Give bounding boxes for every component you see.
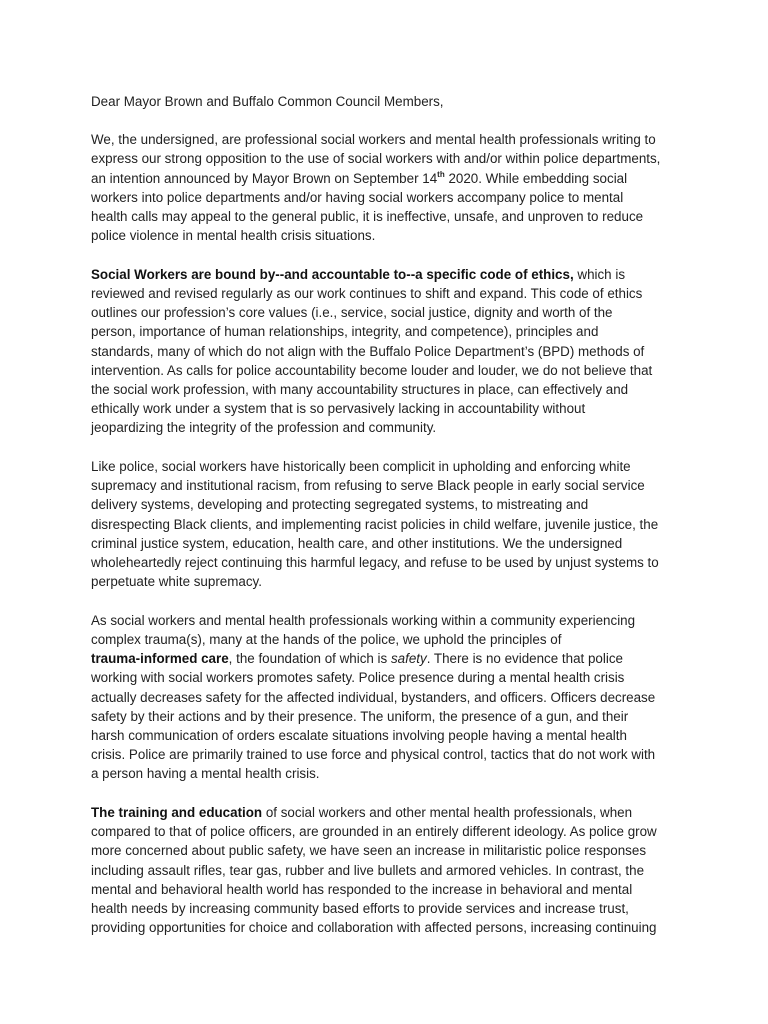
text-line: intervention. As calls for police accountability become louder and louder, we do not believe that [91,362,653,378]
text-line: a person having a mental health crisis. [91,766,320,782]
text-line: including assault rifles, tear gas, rubber and live bullets and armored vehicles. In contrast, the [91,862,645,878]
text-line: reviewed and revised regularly as our work continues to shift and expand. This code of ethics [91,286,643,302]
bold-heading: trauma-informed care [91,651,229,667]
text-line: perpetuate white supremacy. [91,574,262,590]
text-line [91,265,678,284]
text-line: working with social workers promotes safety. Police presence during a mental health crisis [91,670,625,686]
text-line: outlines our profession’s core values (i.e., service, social justice, dignity and worth of the [91,305,613,321]
text-run: . There is no evidence that police [426,651,623,667]
text-line: complex trauma(s), many at the hands of the police, we uphold the principles of [91,632,562,648]
text-run: 2020. While embedding social [444,170,628,186]
paragraph-training-education [91,803,678,937]
text-line: safety by their actions and by their presence. The uniform, the presence of a gun, and their [91,708,629,724]
paragraph-white-supremacy [91,457,678,591]
text-line: mental and behavioral health world has responded to the increase in behavioral and mental [91,881,633,897]
text-run: of social workers and other mental health professionals, when [262,805,633,821]
text-line: more concerned about public safety, we have seen an increase in militaristic police responses [91,843,647,859]
text-line: supremacy and institutional racism, from refusing to serve Black people in early social service [91,478,645,494]
text-line: ethically work under a system that is so pervasively lacking in accountability without [91,401,586,417]
bold-heading: Social Workers are bound by--and accountable to--a specific code of ethics, [91,266,574,282]
text-line: actually decreases safety for the affected individual, bystanders, and officers. Officers decrease [91,689,656,705]
text-line [91,649,678,668]
text-run: which is [573,266,626,282]
text-line: wholeheartedly reject continuing this harmful legacy, and refuse to be used by unjust systems to [91,555,659,571]
salutation: Dear Mayor Brown and Buffalo Common Council Members, [91,94,444,109]
text-line: the social work profession, with many accountability structures in place, can effectively and [91,382,629,398]
text-line: person, importance of human relationships, integrity, and competence), principles and [91,324,599,340]
text-line: health needs by increasing community based efforts to provide services and increase trust, [91,901,629,917]
paragraph-opposition [91,130,678,245]
text-line: express our strong opposition to the use of social workers with and/or within police departments, [91,151,661,167]
text-run: an intention announced by Mayor Brown on September 14 [91,170,438,186]
text-line: criminal justice system, education, health care, and other institutions. We the undersigned [91,535,623,551]
text-run: , the foundation of which is [228,651,391,667]
text-line: disrespecting Black clients, and implementing racist policies in child welfare, juvenile justice, the [91,516,659,532]
text-line: police violence in mental health crisis situations. [91,228,376,244]
text-line: standards, many of which do not align with the Buffalo Police Department’s (BPD) methods of [91,343,645,359]
text-line: We, the undersigned, are professional social workers and mental health professionals writing to [91,132,656,148]
text-line: health calls may appeal to the general public, it is ineffective, unsafe, and unproven to reduce [91,209,644,225]
text-line: compared to that of police officers, are grounded in an entirely different ideology. As police grow [91,824,657,840]
text-line: harsh communication of orders escalate situations involving people having a mental health [91,728,627,744]
text-line: delivery systems, developing and protecting segregated systems, to mistreating and [91,497,589,513]
paragraph-trauma-informed-care [91,611,678,784]
text-line: jeopardizing the integrity of the profession and community. [91,420,437,436]
text-line: workers into police departments and/or having social workers accompany police to mental [91,189,624,205]
text-line: crisis. Police are primarily trained to use force and physical control, tactics that do not work with [91,747,656,763]
text-line: providing opportunities for choice and collaboration with affected persons, increasing continuing [91,920,657,936]
text-line: As social workers and mental health professionals working within a community experiencing [91,612,636,628]
paragraph-code-of-ethics [91,265,678,438]
ordinal-suffix: th [437,169,445,179]
text-line [91,169,678,188]
text-line [91,803,678,822]
text-line: Like police, social workers have historically been complicit in upholding and enforcing white [91,459,631,475]
bold-heading: The training and education [91,805,263,821]
italic-emphasis: safety [390,651,427,667]
